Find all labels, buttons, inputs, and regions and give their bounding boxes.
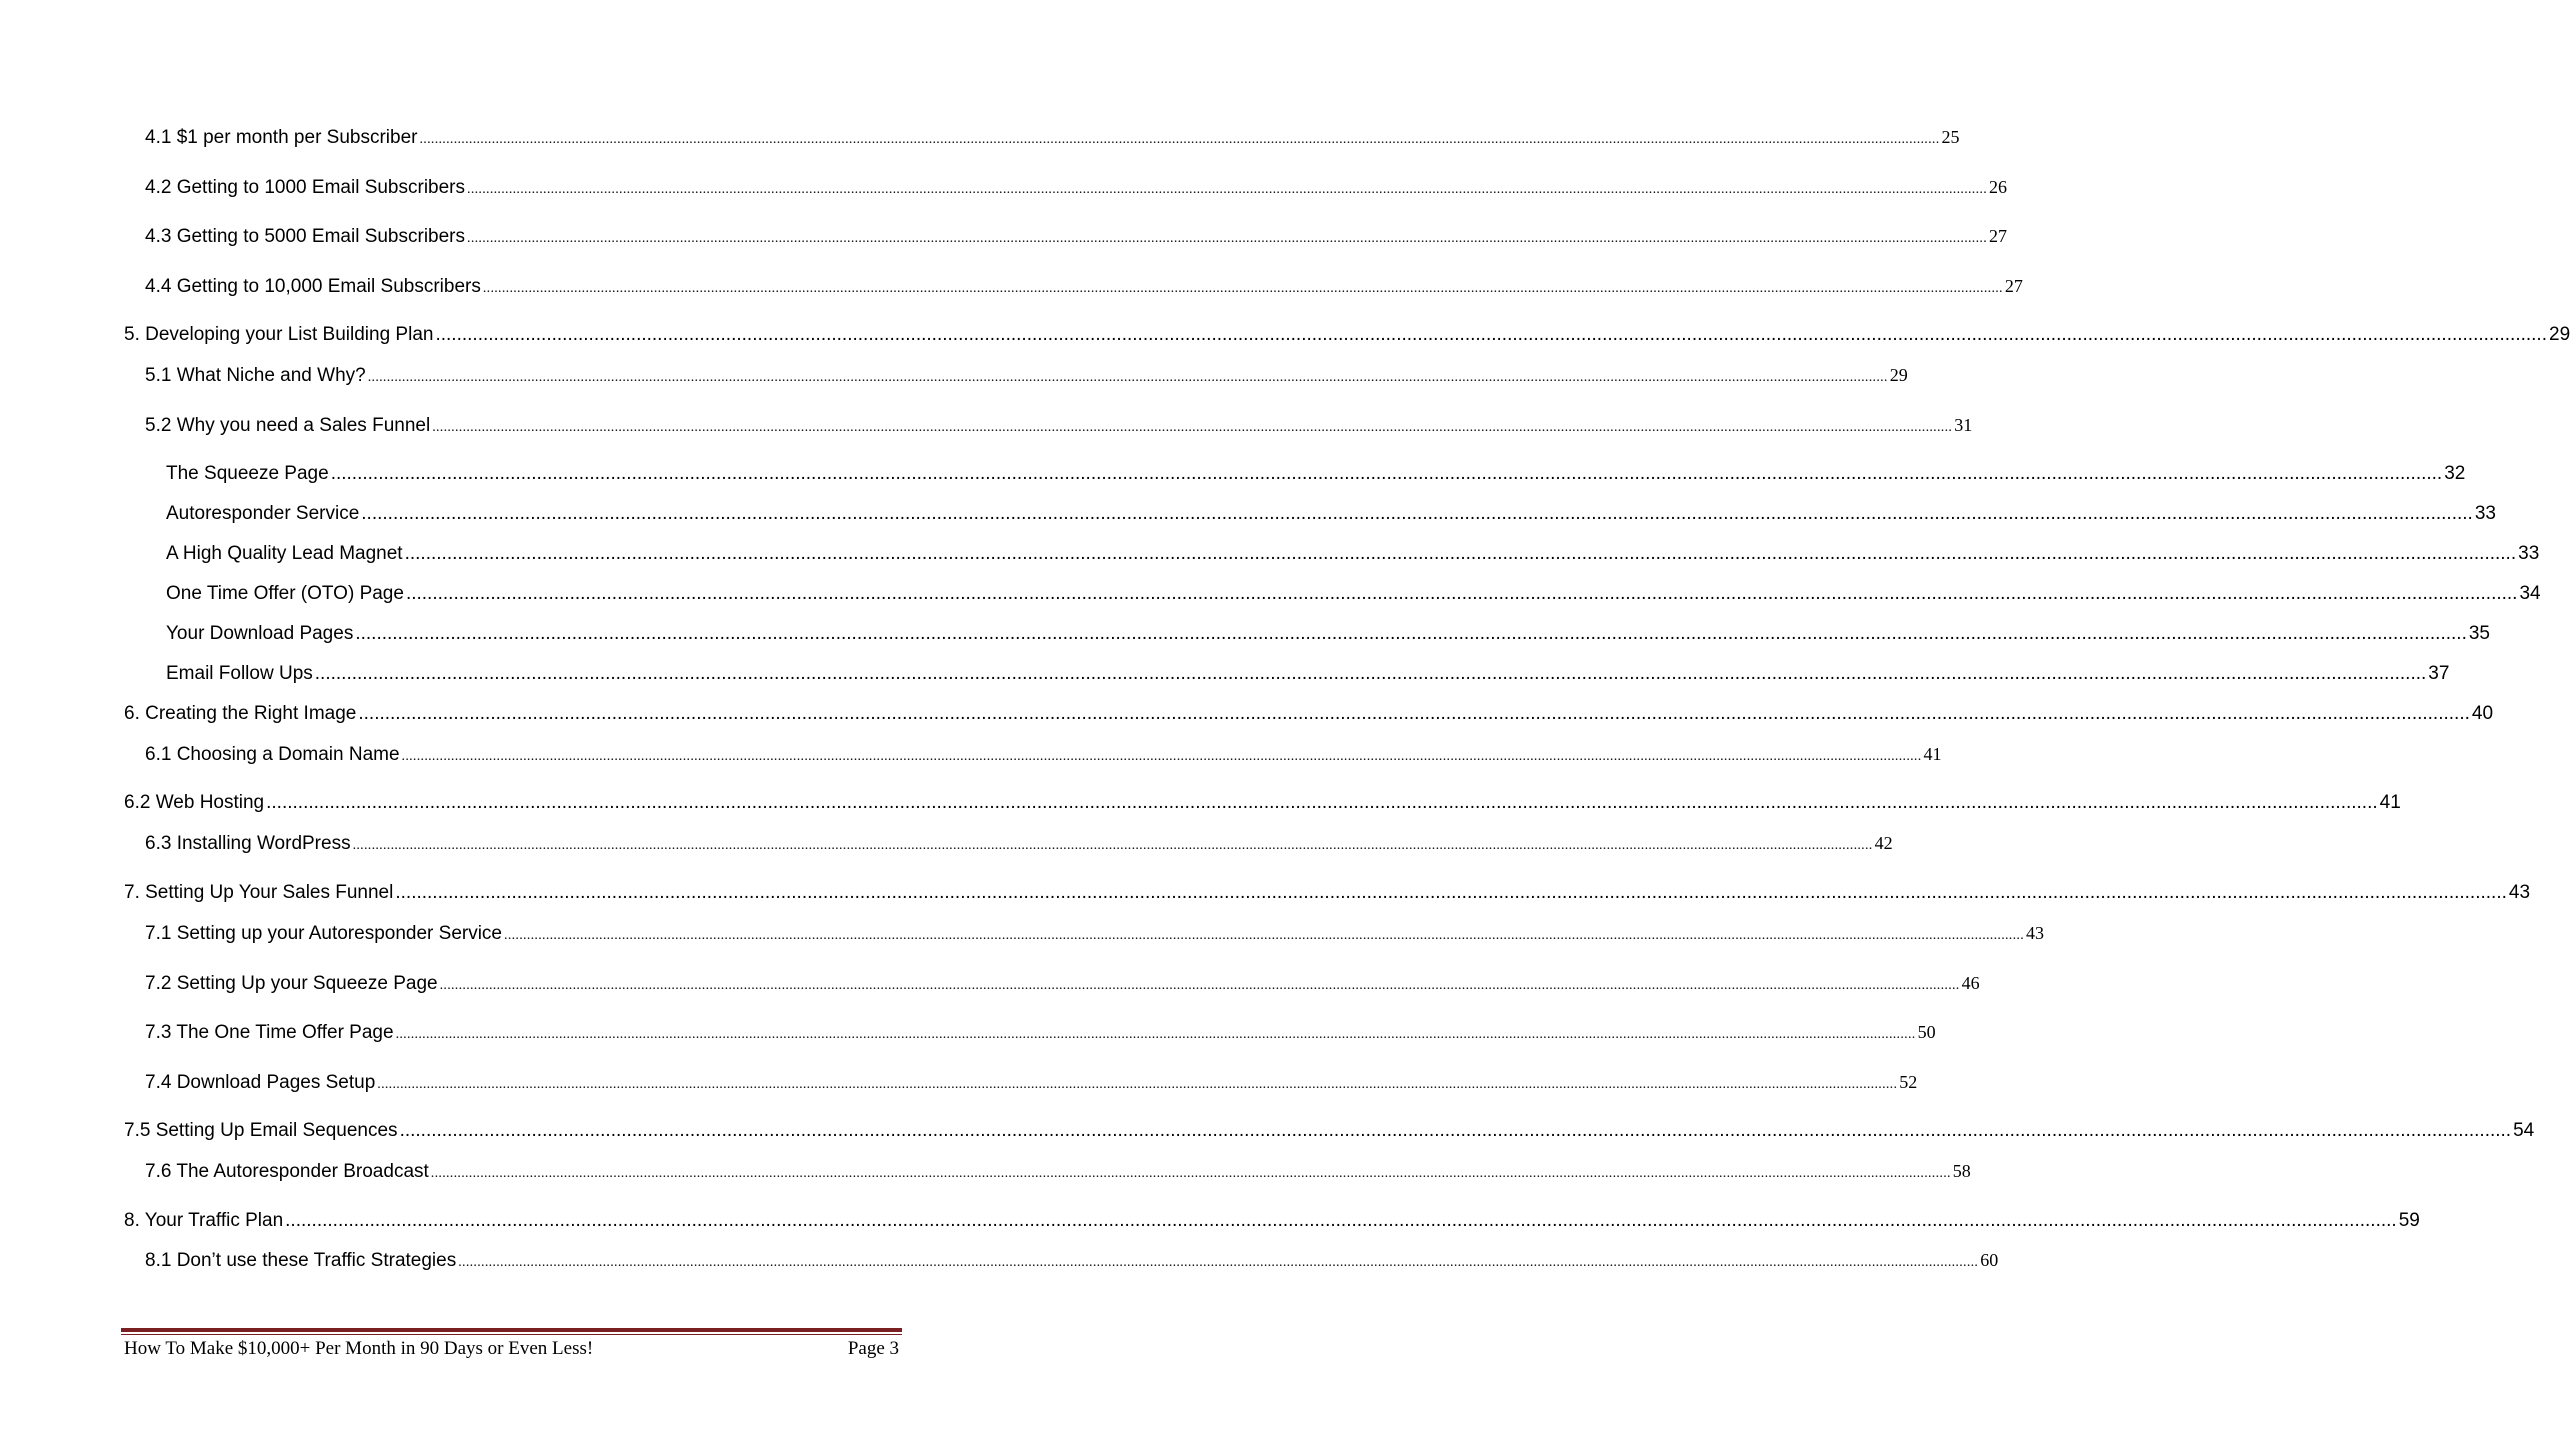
toc-entry-title: 6. Creating the Right Image	[124, 703, 357, 724]
toc-dot-leader: ................................................................................................................................................................................................................................................................................................................................................................................................................	[361, 503, 2473, 524]
toc-dot-leader: ................................................................................................................................................................................................................................................................................................................................................................................................................	[467, 231, 1988, 246]
toc-entry-title: Your Download Pages	[166, 623, 354, 644]
toc-entry-page-number: 35	[2468, 623, 2490, 644]
toc-entry-page-number: 33	[2474, 503, 2496, 524]
toc-entry-title: 7.4 Download Pages Setup	[145, 1072, 376, 1093]
toc-entry-page-number: 54	[2513, 1120, 2535, 1141]
toc-dot-leader: ................................................................................................................................................................................................................................................................................................................................................................................................................	[439, 978, 1960, 993]
toc-entry[interactable]	[145, 970, 1980, 996]
toc-entry-title: Autoresponder Service	[166, 503, 360, 524]
toc-dot-leader: ................................................................................................................................................................................................................................................................................................................................................................................................................	[401, 749, 1922, 764]
toc-entry[interactable]	[145, 124, 1960, 150]
toc-entry-title: 5.2 Why you need a Sales Funnel	[145, 415, 431, 436]
toc-dot-leader: ................................................................................................................................................................................................................................................................................................................................................................................................................	[314, 663, 2427, 684]
toc-entry-page-number: 34	[2519, 583, 2541, 604]
toc-entry-page-number: 43	[2508, 882, 2531, 903]
toc-entry-title: 7.5 Setting Up Email Sequences	[124, 1120, 398, 1141]
toc-dot-leader: ................................................................................................................................................................................................................................................................................................................................................................................................................	[405, 583, 2518, 604]
toc-entry-title: 7. Setting Up Your Sales Funnel	[124, 882, 394, 903]
toc-entry[interactable]	[124, 1208, 2420, 1234]
toc-entry[interactable]	[124, 701, 2494, 727]
toc-entry-page-number: 29	[2549, 324, 2570, 345]
toc-entry-title: 8.1 Don’t use these Traffic Strategies	[145, 1250, 457, 1271]
toc-entry[interactable]	[145, 223, 2008, 249]
toc-entry[interactable]	[145, 1069, 1918, 1095]
toc-entry-title: 5. Developing your List Building Plan	[124, 324, 434, 345]
toc-entry[interactable]	[145, 273, 2023, 299]
toc-entry-title: 7.2 Setting Up your Squeeze Page	[145, 973, 438, 994]
toc-dot-leader: ................................................................................................................................................................................................................................................................................................................................................................................................................	[395, 1027, 1916, 1042]
toc-entry-page-number: 58	[1952, 1161, 1971, 1181]
toc-entry-title: 5.1 What Niche and Why?	[145, 365, 366, 386]
toc-dot-leader: ................................................................................................................................................................................................................................................................................................................................................................................................................	[358, 703, 2470, 724]
toc-dot-leader: ................................................................................................................................................................................................................................................................................................................................................................................................................	[355, 623, 2467, 644]
toc-entry-page-number: 29	[1889, 365, 1908, 385]
toc-entry-title: 6.2 Web Hosting	[124, 792, 265, 813]
toc-entry[interactable]	[166, 621, 2490, 647]
footer-divider	[121, 1328, 902, 1332]
toc-dot-leader: ................................................................................................................................................................................................................................................................................................................................................................................................................	[467, 182, 1988, 197]
toc-entry-page-number: 37	[2428, 663, 2450, 684]
toc-entry[interactable]	[145, 1247, 1999, 1273]
toc-dot-leader: ................................................................................................................................................................................................................................................................................................................................................................................................................	[419, 132, 1940, 147]
toc-entry[interactable]	[166, 541, 2540, 567]
toc-entry[interactable]	[124, 322, 2570, 348]
toc-entry[interactable]	[166, 461, 2466, 487]
toc-dot-leader: ................................................................................................................................................................................................................................................................................................................................................................................................................	[504, 928, 2025, 943]
toc-entry-page-number: 26	[1989, 177, 2008, 197]
toc-entry-page-number: 33	[2518, 543, 2540, 564]
toc-dot-leader: ................................................................................................................................................................................................................................................................................................................................................................................................................	[404, 543, 2517, 564]
toc-entry-title: 7.3 The One Time Offer Page	[145, 1022, 394, 1043]
toc-entry-title: 6.1 Choosing a Domain Name	[145, 744, 400, 765]
toc-entry-title: One Time Offer (OTO) Page	[166, 583, 404, 604]
toc-entry-page-number: 25	[1941, 127, 1960, 147]
toc-entry-title: The Squeeze Page	[166, 463, 329, 484]
toc-entry-page-number: 31	[1954, 415, 1973, 435]
toc-dot-leader: ................................................................................................................................................................................................................................................................................................................................................................................................................	[330, 463, 2443, 484]
footer-document-title: How To Make $10,000+ Per Month in 90 Days or Even Less!	[124, 1338, 594, 1359]
toc-entry-page-number: 59	[2398, 1210, 2420, 1231]
toc-entry-title: 7.6 The Autoresponder Broadcast	[145, 1161, 429, 1182]
footer-page-number: Page 3	[847, 1338, 899, 1359]
toc-entry-title: Email Follow Ups	[166, 663, 313, 684]
toc-entry[interactable]	[166, 661, 2450, 687]
toc-entry-page-number: 41	[2379, 792, 2401, 813]
toc-entry-title: 6.3 Installing WordPress	[145, 833, 351, 854]
toc-entry[interactable]	[145, 412, 1973, 438]
toc-entry-page-number: 60	[1980, 1250, 1999, 1270]
toc-entry-page-number: 46	[1961, 973, 1980, 993]
page-footer	[124, 1338, 899, 1364]
toc-entry-title: 4.3 Getting to 5000 Email Subscribers	[145, 226, 466, 247]
toc-entry[interactable]	[124, 880, 2531, 906]
toc-entry[interactable]	[124, 1118, 2535, 1144]
toc-entry-page-number: 27	[1989, 226, 2008, 246]
toc-dot-leader: ................................................................................................................................................................................................................................................................................................................................................................................................................	[482, 281, 2003, 296]
toc-entry[interactable]	[145, 174, 2008, 200]
toc-entry[interactable]	[145, 1158, 1971, 1184]
toc-entry-title: 4.2 Getting to 1000 Email Subscribers	[145, 177, 466, 198]
toc-entry-page-number: 40	[2471, 703, 2494, 724]
toc-dot-leader: ................................................................................................................................................................................................................................................................................................................................................................................................................	[399, 1120, 2512, 1141]
toc-dot-leader: ................................................................................................................................................................................................................................................................................................................................................................................................................	[432, 420, 1953, 435]
toc-entry-page-number: 52	[1899, 1072, 1918, 1092]
toc-entry-page-number: 50	[1917, 1022, 1936, 1042]
toc-dot-leader: ................................................................................................................................................................................................................................................................................................................................................................................................................	[285, 1210, 2397, 1231]
toc-entry-title: 4.4 Getting to 10,000 Email Subscribers	[145, 276, 481, 297]
toc-entry[interactable]	[145, 1019, 1936, 1045]
toc-entry[interactable]	[145, 362, 1908, 388]
toc-entry[interactable]	[124, 790, 2401, 816]
toc-entry-page-number: 43	[2026, 923, 2045, 943]
toc-entry-title: 8. Your Traffic Plan	[124, 1210, 284, 1231]
toc-dot-leader: ................................................................................................................................................................................................................................................................................................................................................................................................................	[352, 838, 1873, 853]
toc-dot-leader: ................................................................................................................................................................................................................................................................................................................................................................................................................	[458, 1255, 1979, 1270]
toc-dot-leader: ................................................................................................................................................................................................................................................................................................................................................................................................................	[367, 370, 1888, 385]
toc-entry[interactable]	[145, 741, 1942, 767]
toc-dot-leader: ................................................................................................................................................................................................................................................................................................................................................................................................................	[395, 882, 2507, 903]
toc-entry-title: 7.1 Setting up your Autoresponder Service	[145, 923, 503, 944]
toc-entry[interactable]	[166, 581, 2541, 607]
toc-entry-page-number: 32	[2444, 463, 2466, 484]
toc-dot-leader: ................................................................................................................................................................................................................................................................................................................................................................................................................	[266, 792, 2378, 813]
toc-entry-title: 4.1 $1 per month per Subscriber	[145, 127, 418, 148]
toc-entry[interactable]	[145, 830, 1893, 856]
toc-dot-leader: ................................................................................................................................................................................................................................................................................................................................................................................................................	[377, 1077, 1898, 1092]
toc-entry[interactable]	[166, 501, 2496, 527]
toc-entry-page-number: 41	[1923, 744, 1942, 764]
toc-entry-page-number: 42	[1874, 833, 1893, 853]
toc-entry[interactable]	[145, 920, 2045, 946]
toc-entry-page-number: 27	[2004, 276, 2023, 296]
toc-dot-leader: ................................................................................................................................................................................................................................................................................................................................................................................................................	[435, 324, 2547, 345]
toc-entry-title: A High Quality Lead Magnet	[166, 543, 403, 564]
footer-divider-thin	[121, 1334, 902, 1335]
toc-dot-leader: ................................................................................................................................................................................................................................................................................................................................................................................................................	[430, 1166, 1951, 1181]
